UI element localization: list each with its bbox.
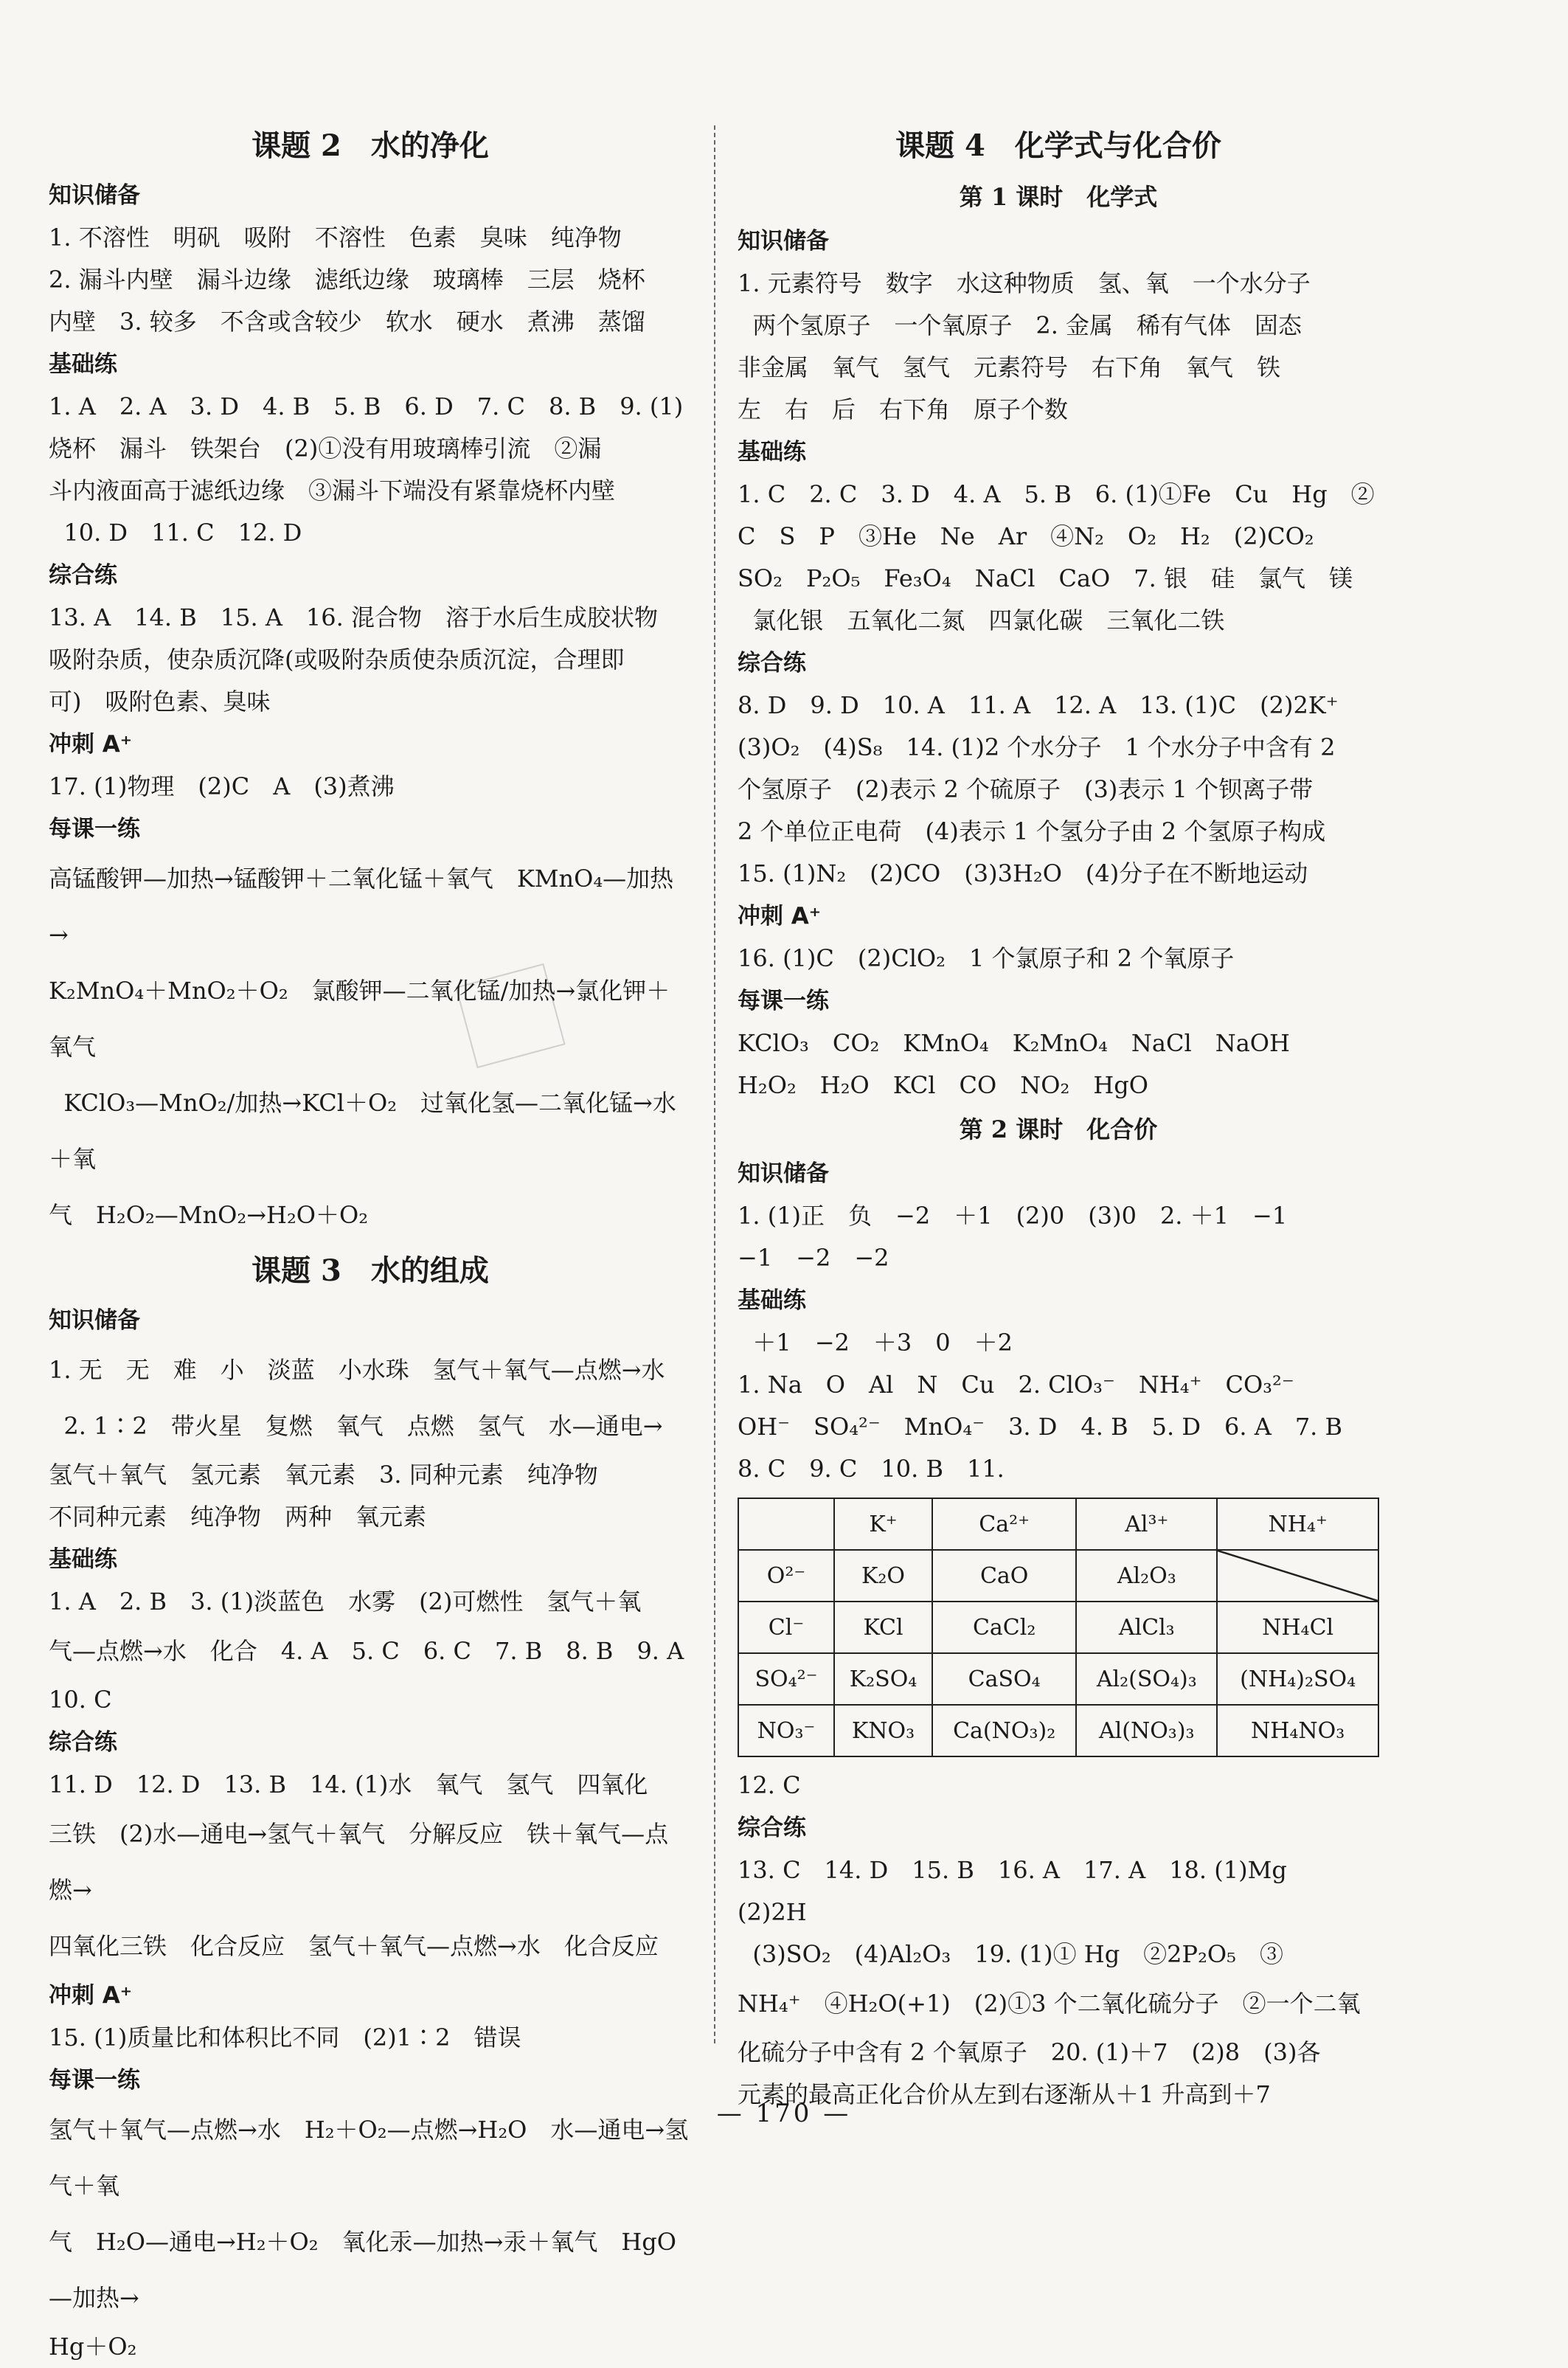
answer-line: 2. 漏斗内壁 漏斗边缘 滤纸边缘 玻璃棒 三层 烧杯 (49, 266, 645, 294)
answer-line: 1. 元素符号 数字 水这种物质 氢、氧 一个水分子 (738, 269, 1311, 297)
right-column (738, 118, 1379, 2116)
table-cell: Cl⁻ (738, 1602, 834, 1653)
answer-line: 不同种元素 纯净物 两种 氧元素 (49, 1503, 427, 1531)
section-heading: 综合练 (738, 650, 806, 676)
answer-line: 高锰酸钾—加热→锰酸钾＋二氧化锰＋氧气 KMnO₄—加热→ (49, 865, 674, 949)
table-row (738, 1705, 1378, 1756)
answer-line: 16. (1)C (2)ClO₂ 1 个氯原子和 2 个氧原子 (738, 944, 1235, 972)
table-cell: NH₄Cl (1217, 1602, 1378, 1653)
answer-line: H₂O₂ H₂O KCl CO NO₂ HgO (738, 1071, 1148, 1099)
answer-line: NH₄⁺ ④H₂O(+1) (2)①3 个二氧化硫分子 ②一个二氧 (738, 1990, 1361, 2018)
lesson-title: 课题 2 水的净化 (251, 128, 489, 163)
section-heading: 冲刺 A⁺ (738, 903, 822, 929)
answer-line: 元素的最高正化合价从左到右逐渐从＋1 升高到＋7 (738, 2080, 1271, 2108)
answer-line: 吸附杂质，使杂质沉降(或吸附杂质使杂质沉淀，合理即 (49, 645, 625, 674)
right-top-blocks (738, 118, 1379, 1490)
table-cell (1217, 1550, 1378, 1602)
answer-line: SO₂ P₂O₅ Fe₃O₄ NaCl CaO 7. 银 硅 氯气 镁 (738, 564, 1353, 592)
right-bottom-blocks (738, 1765, 1379, 2116)
answer-line: 非金属 氧气 氢气 元素符号 右下角 氧气 铁 (738, 353, 1281, 381)
answer-line: 四氧化三铁 化合反应 氢气＋氧气—点燃→水 化合反应 (49, 1932, 659, 1960)
section-heading: 知识储备 (738, 1160, 829, 1187)
answer-line: OH⁻ SO₄²⁻ MnO₄⁻ 3. D 4. B 5. D 6. A 7. B (738, 1413, 1343, 1441)
section-heading: 基础练 (49, 351, 117, 378)
answer-line: KClO₃ CO₂ KMnO₄ K₂MnO₄ NaCl NaOH (738, 1029, 1290, 1057)
answer-line: 11. D 12. D 13. B 14. (1)水 氧气 氢气 四氧化 (49, 1770, 648, 1798)
table-cell: Al(NO₃)₃ (1076, 1705, 1217, 1756)
answer-line: Hg＋O₂ (49, 2333, 137, 2361)
table-header-cell: Al³⁺ (1076, 1498, 1217, 1550)
section-heading: 每课一练 (738, 988, 829, 1014)
table-cell: KNO₃ (834, 1705, 932, 1756)
answer-line: KClO₃—MnO₂/加热→KCl＋O₂ 过氧化氢—二氧化锰→水＋氧 (49, 1089, 676, 1173)
answer-line: 两个氢原子 一个氧原子 2. 金属 稀有气体 固态 (738, 311, 1302, 339)
section-heading: 每课一练 (49, 2067, 140, 2094)
answer-line: 内壁 3. 较多 不含或含较少 软水 硬水 煮沸 蒸馏 (49, 308, 645, 336)
section-heading: 综合练 (738, 1815, 806, 1841)
section-heading: 冲刺 A⁺ (49, 731, 133, 758)
answer-line: (3)SO₂ (4)Al₂O₃ 19. (1)① Hg ②2P₂O₅ ③ (738, 1940, 1283, 1968)
table-cell: AlCl₃ (1076, 1602, 1217, 1653)
table-row (738, 1602, 1378, 1653)
lesson-title: 第 1 课时 化学式 (959, 183, 1158, 211)
answer-line: −1 −2 −2 (738, 1244, 889, 1272)
answer-line: 10. C (49, 1686, 112, 1714)
section-heading: 基础练 (49, 1546, 117, 1573)
answer-line: 1. A 2. A 3. D 4. B 5. B 6. D 7. C 8. B 9. (1) (49, 392, 684, 420)
answer-line: 氢气＋氧气 氢元素 氧元素 3. 同种元素 纯净物 (49, 1461, 598, 1489)
answer-line: 气 H₂O₂—MnO₂→H₂O＋O₂ (49, 1201, 369, 1229)
answer-line: (3)O₂ (4)S₈ 14. (1)2 个水分子 1 个水分子中含有 2 (738, 733, 1336, 761)
answer-line: 气—点燃→水 化合 4. A 5. C 6. C 7. B 8. B 9. A (49, 1637, 684, 1665)
section-heading: 知识储备 (738, 228, 829, 255)
answer-line: 2 个单位正电荷 (4)表示 1 个氢分子由 2 个氢原子构成 (738, 817, 1326, 845)
table-header-cell: Ca²⁺ (932, 1498, 1076, 1550)
table-cell: SO₄²⁻ (738, 1653, 834, 1705)
table-cell: NH₄NO₃ (1217, 1705, 1378, 1756)
ion-compound-table (738, 1498, 1379, 1757)
answer-line: 17. (1)物理 (2)C A (3)煮沸 (49, 772, 395, 800)
table-cell: K₂SO₄ (834, 1653, 932, 1705)
section-heading: 冲刺 A⁺ (49, 1982, 133, 2009)
answer-line: 13. C 14. D 15. B 16. A 17. A 18. (1)Mg (2)2H (738, 1856, 1311, 1926)
lesson-title: 课题 3 水的组成 (251, 1253, 489, 1288)
table-cell: Al₂O₃ (1076, 1550, 1217, 1602)
answer-line: ＋1 −2 ＋3 0 ＋2 (738, 1329, 1013, 1357)
answer-line: 13. A 14. B 15. A 16. 混合物 溶于水后生成胶状物 (49, 603, 658, 631)
section-heading: 知识储备 (49, 182, 140, 209)
answer-line: 1. 不溶性 明矾 吸附 不溶性 色素 臭味 纯净物 (49, 224, 622, 252)
table-cell: KCl (834, 1602, 932, 1653)
section-heading: 每课一练 (49, 816, 140, 842)
answer-line: 斗内液面高于滤纸边缘 ③漏斗下端没有紧靠烧杯内壁 (49, 477, 616, 505)
section-heading: 知识储备 (49, 1307, 140, 1334)
table-row (738, 1653, 1378, 1705)
answer-line: 可) 吸附色素、臭味 (49, 688, 271, 716)
table-header-row (738, 1498, 1378, 1550)
answer-line: 12. C (738, 1771, 801, 1799)
section-heading: 综合练 (49, 1729, 117, 1756)
page-number: — 170 — (716, 2099, 852, 2128)
answer-line: 1. Na O Al N Cu 2. ClO₃⁻ NH₄⁺ CO₃²⁻ (738, 1371, 1294, 1399)
answer-line: 氢气＋氧气—点燃→水 H₂＋O₂—点燃→H₂O 水—通电→氢气＋氧 (49, 2116, 689, 2200)
table-cell: CaCl₂ (932, 1602, 1076, 1653)
section-heading: 综合练 (49, 562, 117, 589)
table-cell: CaO (932, 1550, 1076, 1602)
section-heading: 基础练 (738, 439, 806, 465)
lesson-title: 第 2 课时 化合价 (959, 1115, 1158, 1143)
answer-line: 1. A 2. B 3. (1)淡蓝色 水雾 (2)可燃性 氢气＋氧 (49, 1588, 642, 1616)
answer-line: 气 H₂O—通电→H₂＋O₂ 氧化汞—加热→汞＋氧气 HgO—加热→ (49, 2228, 677, 2312)
answer-line: K₂MnO₄＋MnO₂＋O₂ 氯酸钾—二氧化锰/加热→氯化钾＋氧气 (49, 977, 670, 1061)
table-header-cell: NH₄⁺ (1217, 1498, 1378, 1550)
lesson-title: 课题 4 化学式与化合价 (895, 128, 1221, 163)
table-header-cell: K⁺ (834, 1498, 932, 1550)
answer-line: 8. D 9. D 10. A 11. A 12. A 13. (1)C (2)2K⁺ (738, 691, 1339, 719)
answer-line: 1. 无 无 难 小 淡蓝 小水珠 氢气＋氧气—点燃→水 (49, 1356, 665, 1384)
answer-line: 2. 1∶2 带火星 复燃 氧气 点燃 氢气 水—通电→ (49, 1412, 663, 1440)
table-cell: Ca(NO₃)₂ (932, 1705, 1076, 1756)
answer-line: 左 右 后 右下角 原子个数 (738, 395, 1069, 423)
table-row (738, 1550, 1378, 1602)
answer-line: 个氢原子 (2)表示 2 个硫原子 (3)表示 1 个钡离子带 (738, 775, 1314, 803)
table-cell: Al₂(SO₄)₃ (1076, 1653, 1217, 1705)
answer-line: 烧杯 漏斗 铁架台 (2)①没有用玻璃棒引流 ②漏 (49, 435, 602, 463)
column-divider (714, 125, 715, 2043)
table-cell: NO₃⁻ (738, 1705, 834, 1756)
answer-line: 15. (1)质量比和体积比不同 (2)1∶2 错误 (49, 2023, 521, 2052)
answer-line: 8. C 9. C 10. B 11. (738, 1455, 1005, 1483)
table-cell: CaSO₄ (932, 1653, 1076, 1705)
answer-line: 化硫分子中含有 2 个氧原子 20. (1)＋7 (2)8 (3)各 (738, 2038, 1321, 2066)
table-header-cell (738, 1498, 834, 1550)
answer-line: C S P ③He Ne Ar ④N₂ O₂ H₂ (2)CO₂ (738, 522, 1314, 550)
answer-line: 1. C 2. C 3. D 4. A 5. B 6. (1)①Fe Cu Hg ② (738, 480, 1375, 508)
answer-line: 三铁 (2)水—通电→氢气＋氧气 分解反应 铁＋氧气—点燃→ (49, 1820, 669, 1904)
answer-line: 10. D 11. C 12. D (49, 519, 302, 547)
answer-line: 1. (1)正 负 −2 ＋1 (2)0 (3)0 2. ＋1 −1 (738, 1202, 1288, 1230)
section-heading: 基础练 (738, 1287, 806, 1314)
table-cell: K₂O (834, 1550, 932, 1602)
table-cell: (NH₄)₂SO₄ (1217, 1653, 1378, 1705)
answer-line: 氯化银 五氧化二氮 四氯化碳 三氧化二铁 (738, 606, 1225, 634)
left-column (49, 118, 692, 2368)
table-cell: O²⁻ (738, 1550, 834, 1602)
answer-line: 15. (1)N₂ (2)CO (3)3H₂O (4)分子在不断地运动 (738, 859, 1308, 887)
